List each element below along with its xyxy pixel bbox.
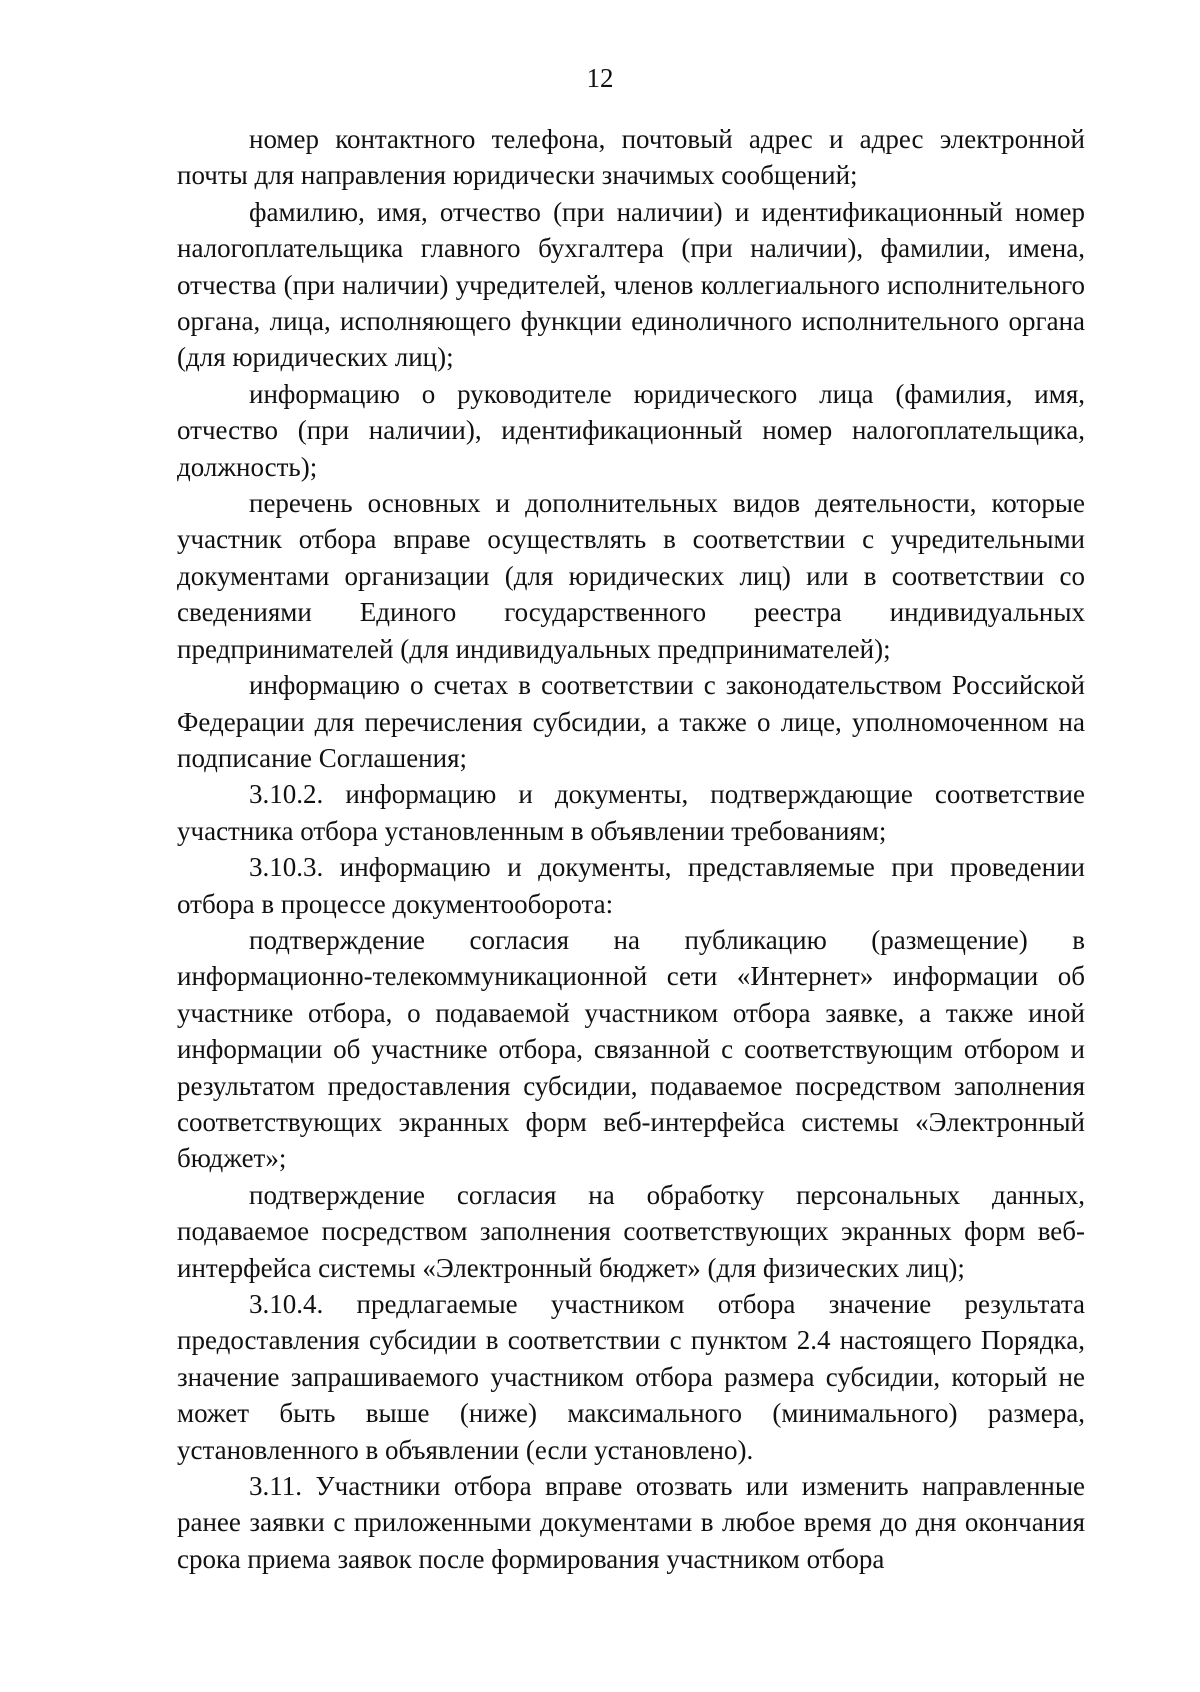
- paragraph-head-info: информацию о руководителе юридического лица (фамилия, имя, отчество (при наличии), идентификационный номер налогоплательщика, должность);: [177, 378, 1085, 482]
- document-body: [177, 121, 1085, 1577]
- paragraph-3-11: 3.11. Участники отбора вправе отозвать или изменить направленные ранее заявки с приложенными документами в любое время до дня окончания срока приема заявок после формирования участником отбора: [177, 1471, 1085, 1574]
- paragraph-3-10-3: 3.10.3. информацию и документы, представляемые при проведении отбора в процессе документооборота:: [177, 852, 1085, 919]
- paragraph-activities: перечень основных и дополнительных видов деятельности, которые участник отбора вправе осуществлять в соответствии с учредительными документами организации (для юридических лиц) или в соответствии со сведениями Единого государственного реестра индивидуальных предпринимателей (для индивидуальных предпринимателей);: [177, 488, 1085, 664]
- page-number: 12: [586, 63, 614, 93]
- paragraph-accounts: информацию о счетах в соответствии с законодательством Российской Федерации для перечисления субсидии, а также о лице, уполномоченном на подписание Соглашения;: [177, 670, 1085, 773]
- paragraph-publication-consent: подтверждение согласия на публикацию (размещение) в информационно-телекоммуникационной сети «Интернет» информации об участнике отбора, о подаваемой участником отбора заявке, а также иной информации об участнике отбора, связанной с соответствующим отбором и результатом предоставления субсидии, подаваемое посредством заполнения соответствующих экранных форм веб-интерфейса системы «Электронный бюджет»;: [177, 924, 1085, 1174]
- paragraph-contact-phone: номер контактного телефона, почтовый адрес и адрес электронной почты для направления юридически значимых сообщений;: [177, 124, 1085, 191]
- paragraph-personal-data-consent: подтверждение согласия на обработку персональных данных, подаваемое посредством заполнения соответствующих экранных форм веб-интерфейса системы «Электронный бюджет» (для физических лиц);: [177, 1179, 1085, 1283]
- paragraph-accountant-founders: фамилию, имя, отчество (при наличии) и идентификационный номер налогоплательщика главного бухгалтера (при наличии), фамилии, имена, отчества (при наличии) учредителей, членов коллегиального исполнительного органа, лица, исполняющего функции единоличного исполнительного органа (для юридических лиц);: [177, 196, 1085, 373]
- paragraph-3-10-4: 3.10.4. предлагаемые участником отбора значение результата предоставления субсидии в соответствии с пунктом 2.4 настоящего Порядка, значение запрашиваемого участником отбора размера субсидии, который не может быть выше (ниже) максимального (минимального) размера, установленного в объявлении (если установлено).: [177, 1289, 1085, 1465]
- paragraph-3-10-2: 3.10.2. информацию и документы, подтверждающие соответствие участника отбора установленным в объявлении требованиям;: [177, 779, 1085, 846]
